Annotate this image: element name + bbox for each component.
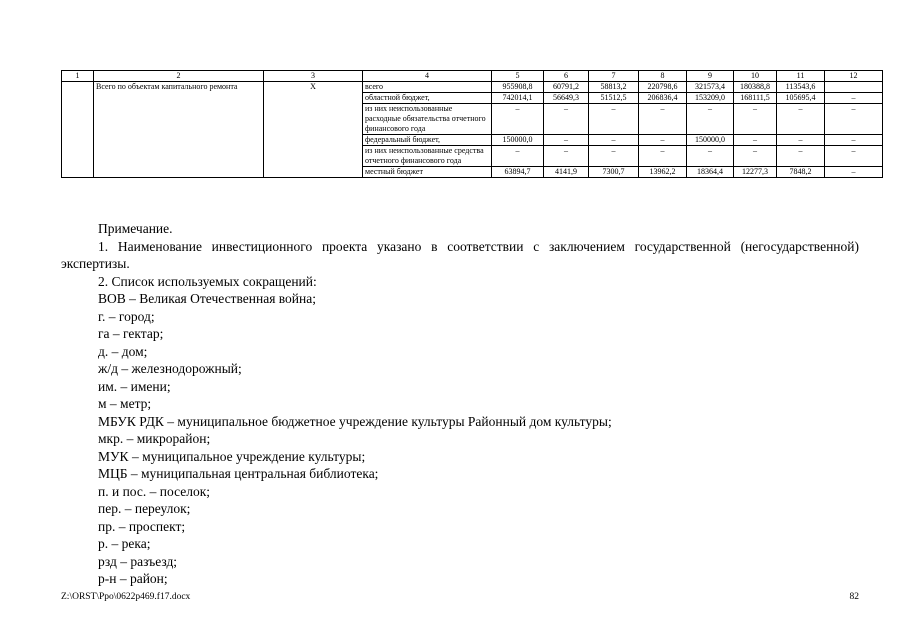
value-cell: – [492,146,544,167]
value-cell: – [687,104,734,135]
value-cell: – [825,93,883,104]
value-cell: – [687,146,734,167]
col3-cell: X [264,82,363,178]
value-cell: – [777,146,825,167]
column-header: 6 [544,71,589,82]
funding-source-cell: всего [363,82,492,93]
value-cell: 206836,4 [639,93,687,104]
funding-source-cell: федеральный бюджет, [363,135,492,146]
value-cell: 7848,2 [777,167,825,178]
column-header: 9 [687,71,734,82]
abbreviation-item: мкр. – микрорайон; [98,431,211,446]
table-row [62,82,883,93]
note-item-2: 2. Список используемых сокращений: [98,273,317,289]
abbreviation-item: рзд – разъезд; [98,553,178,569]
value-cell: 955908,8 [492,82,544,93]
funding-source-cell: областной бюджет, [363,93,492,104]
table-header-row [62,71,883,82]
value-cell: 150000,0 [687,135,734,146]
value-cell: 56649,3 [544,93,589,104]
abbreviation-item: МЦБ – муниципальная центральная библиотека; [98,466,379,481]
page-footer [61,592,859,602]
abbreviation-item: га – гектар; [98,326,164,341]
abbreviation-item: МУК – муниципальное учреждение культуры; [98,448,366,464]
value-cell: 13962,2 [639,167,687,178]
column-header: 12 [825,71,883,82]
value-cell: – [825,167,883,178]
value-cell: 113543,6 [777,82,825,93]
column-header: 3 [264,71,363,82]
value-cell: 321573,4 [687,82,734,93]
column-header: 1 [62,71,94,82]
value-cell: – [734,104,777,135]
value-cell: 153209,0 [687,93,734,104]
value-cell: 60791,2 [544,82,589,93]
value-cell: 7300,7 [589,167,639,178]
abbreviation-item: ж/д – железнодорожный; [98,361,242,376]
abbreviation-item: п. и пос. – поселок; [98,483,211,499]
value-cell: – [825,146,883,167]
column-header: 11 [777,71,825,82]
value-cell: – [544,135,589,146]
value-cell: – [589,104,639,135]
note-item-1: 1. Наименование инвестиционного проекта указано в соответствии с заключением государственной (негосударственной) экспертизы. [61,238,859,271]
column-header: 4 [363,71,492,82]
budget-table [61,70,883,178]
value-cell: – [734,135,777,146]
notes-title: Примечание. [98,221,173,236]
value-cell: 220798,6 [639,82,687,93]
value-cell: – [589,146,639,167]
value-cell: 105695,4 [777,93,825,104]
abbreviation-item: р-н – район; [98,571,168,586]
value-cell: 180388,8 [734,82,777,93]
value-cell: – [589,135,639,146]
column-header: 10 [734,71,777,82]
column-header: 7 [589,71,639,82]
abbreviation-item: д. – дом; [98,343,148,359]
abbreviation-item: р. – река; [98,536,151,551]
value-cell: 150000,0 [492,135,544,146]
notes-section [61,220,859,588]
funding-source-cell: из них неиспользованные средства отчетного финансового года [363,146,492,167]
value-cell: 58813,2 [589,82,639,93]
column-header: 8 [639,71,687,82]
abbreviation-list [61,290,859,588]
value-cell: 742014,1 [492,93,544,104]
row-number-cell [62,82,94,178]
abbreviation-item: МБУК РДК – муниципальное бюджетное учреждение культуры Районный дом культуры; [98,413,612,429]
column-header: 5 [492,71,544,82]
abbreviation-item: им. – имени; [98,378,171,394]
value-cell: – [777,104,825,135]
value-cell: 51512,5 [589,93,639,104]
abbreviation-item: пр. – проспект; [98,518,186,534]
abbreviation-item: г. – город; [98,308,155,324]
page-number: 82 [849,592,859,602]
abbreviation-item: м – метр; [98,396,152,411]
value-cell: – [825,135,883,146]
value-cell: – [639,104,687,135]
funding-source-cell: местный бюджет [363,167,492,178]
value-cell: 12277,3 [734,167,777,178]
value-cell: 63894,7 [492,167,544,178]
value-cell: – [777,135,825,146]
value-cell: – [544,104,589,135]
abbreviation-item: пер. – переулок; [98,501,191,516]
value-cell: 168111,5 [734,93,777,104]
column-header: 2 [94,71,264,82]
value-cell: – [492,104,544,135]
value-cell: – [639,146,687,167]
value-cell: 4141,9 [544,167,589,178]
value-cell: – [734,146,777,167]
value-cell: – [544,146,589,167]
funding-source-cell: из них неиспользованные расходные обязательства отчетного финансового года [363,104,492,135]
value-cell [825,82,883,93]
file-path: Z:\ORST\Ppo\0622p469.f17.docx [61,592,191,602]
value-cell: – [825,104,883,135]
value-cell: – [639,135,687,146]
abbreviation-item: ВОВ – Великая Отечественная война; [98,291,316,306]
object-name-cell: Всего по объектам капитального ремонта [94,82,264,178]
value-cell: 18364,4 [687,167,734,178]
